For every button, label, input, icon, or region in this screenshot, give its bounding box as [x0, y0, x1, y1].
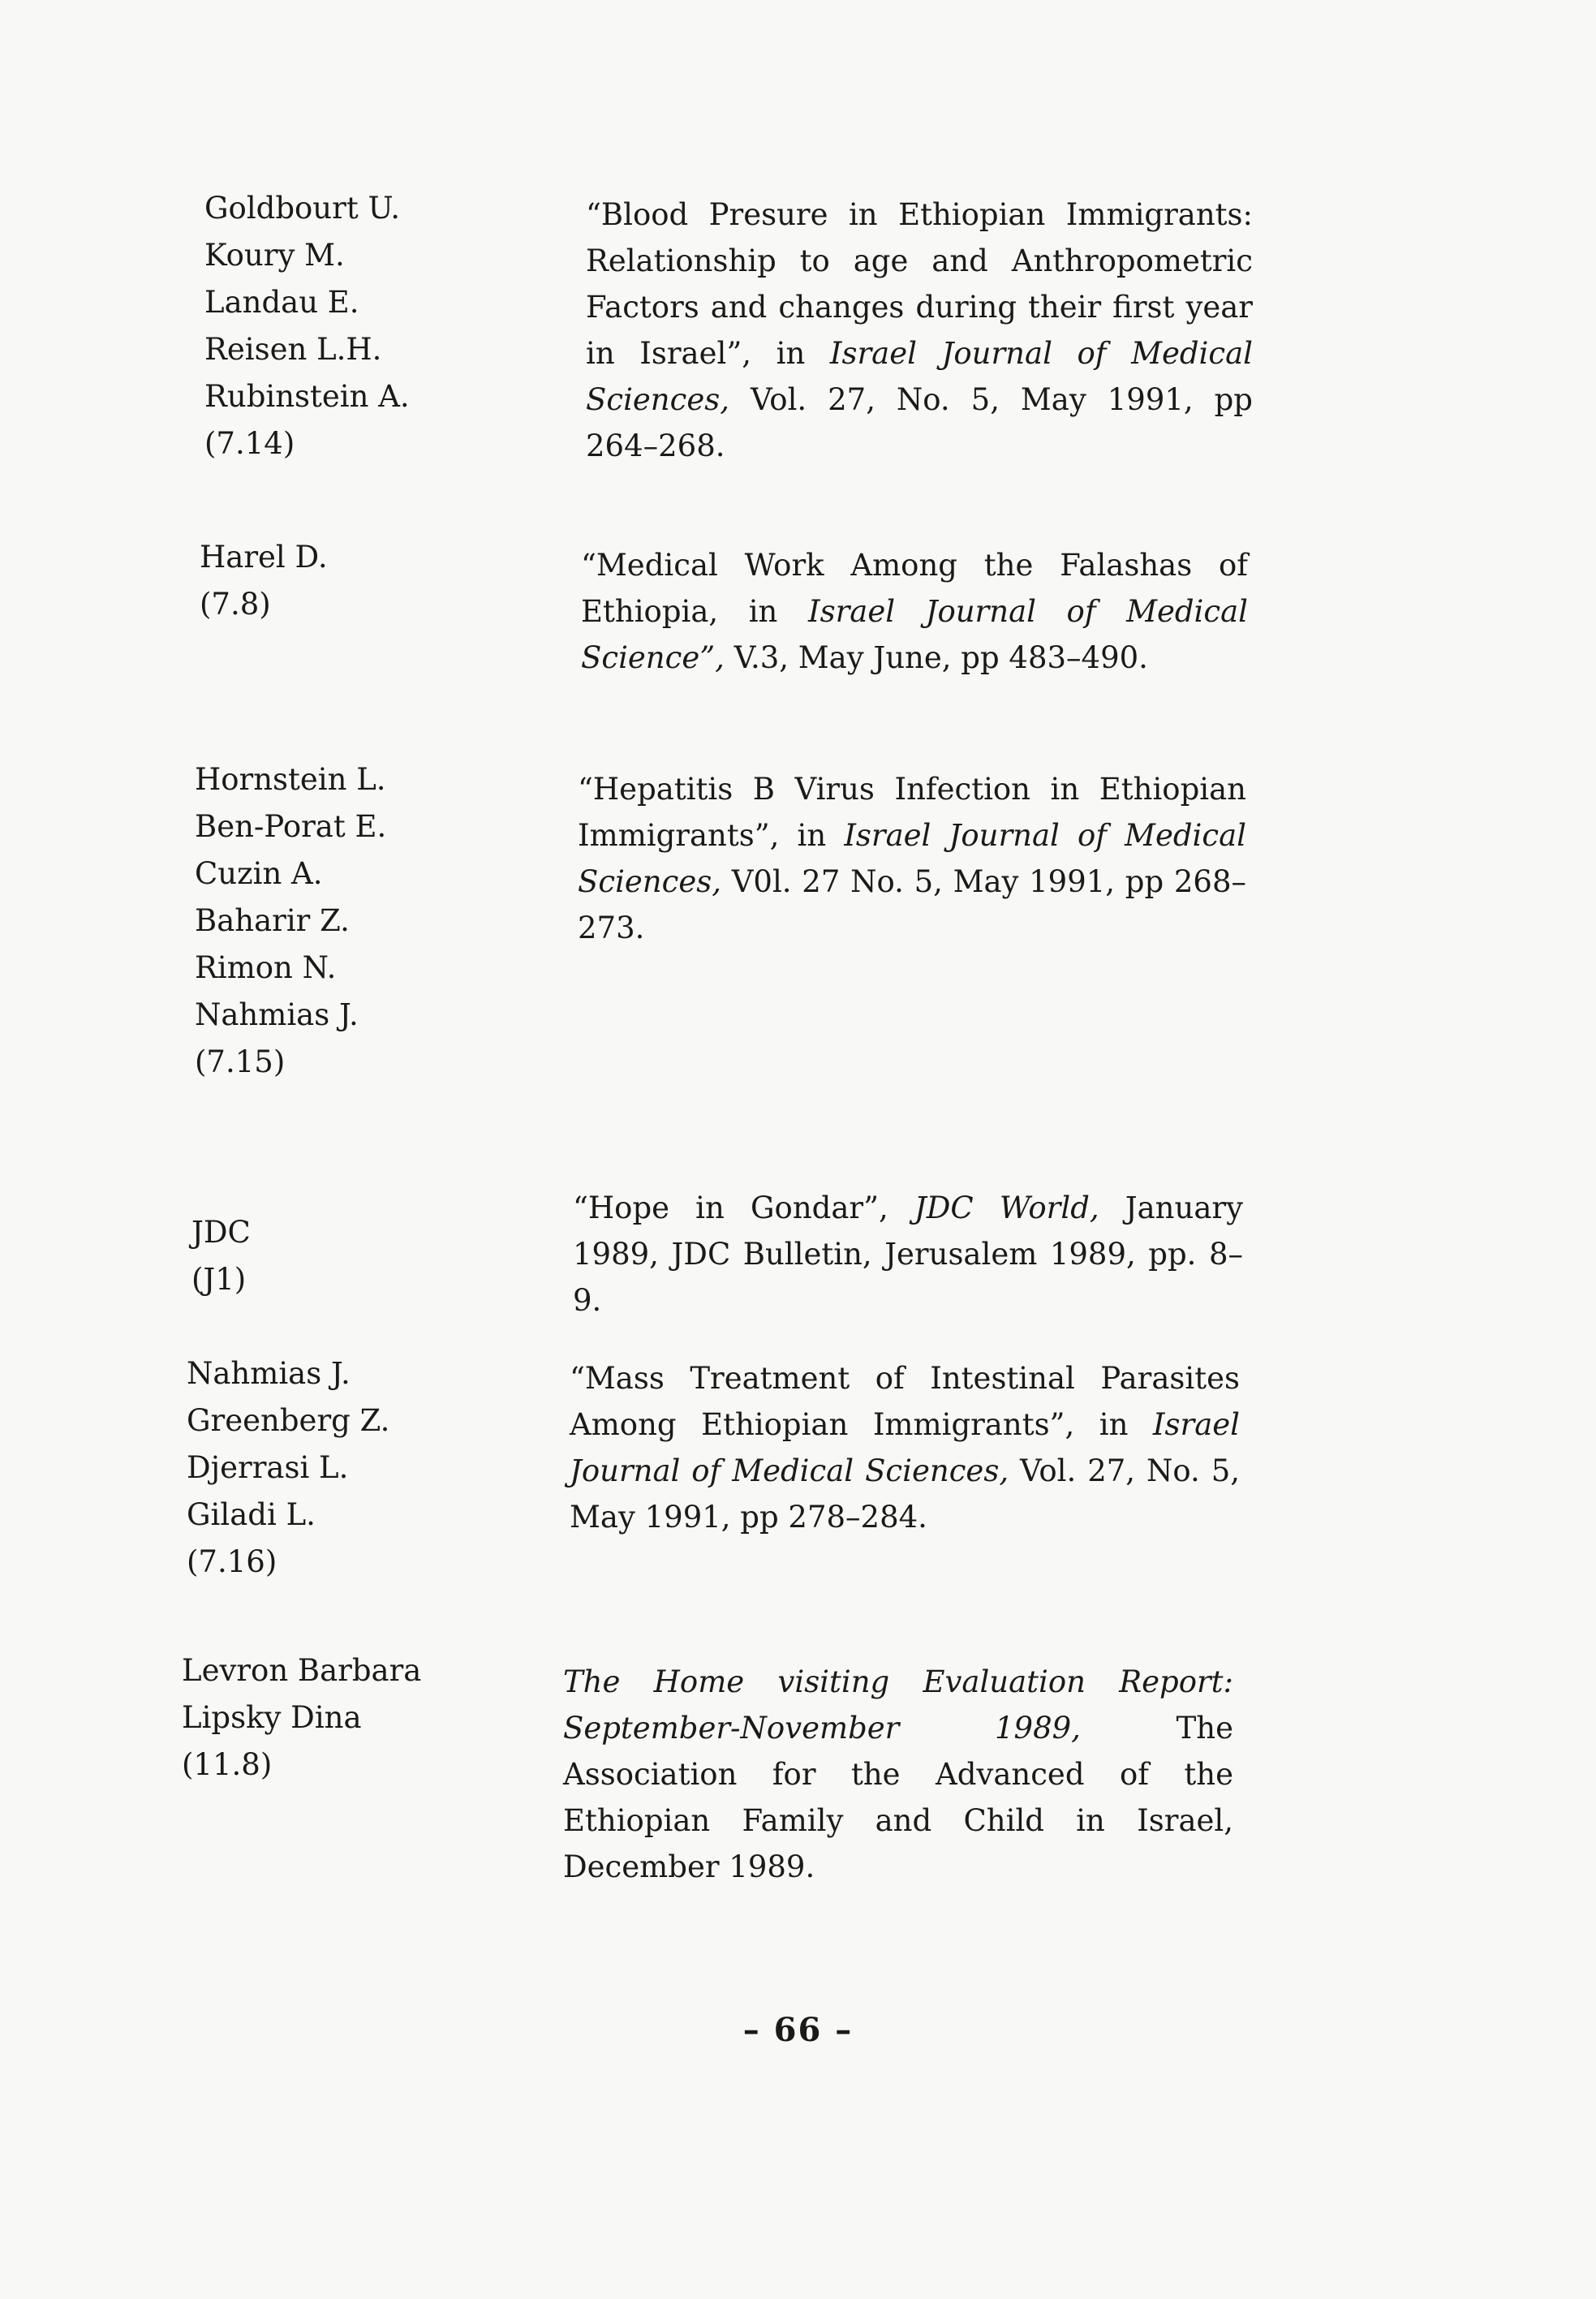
reference-authors [182, 1647, 523, 1789]
reference-authors [204, 185, 545, 467]
citation-details: January 1989, JDC Bulletin, Jerusalem 1989, pp. 8–9. [573, 1190, 1243, 1318]
author-name: Harel D. [200, 540, 328, 575]
reference-citation [586, 192, 1253, 469]
citation-details: Vol. 27, No. 5, May 1991, pp 278–284. [570, 1453, 1240, 1535]
author-name: Koury M. [204, 238, 345, 273]
reference-code: (7.15) [195, 1044, 286, 1079]
reference-citation [563, 1659, 1233, 1890]
reference-citation [581, 542, 1248, 681]
reference-authors [187, 1350, 527, 1586]
citation-details: The Association for the Advanced of the Ethiopian Family and Child in Israel, December 1989. [563, 1711, 1233, 1884]
author-name: Levron Barbara [182, 1653, 422, 1688]
reference-citation [570, 1355, 1240, 1540]
citation-journal: Israel Journal of Medical Sciences, [578, 818, 1246, 899]
reference-citation [578, 766, 1246, 951]
reference-authors [191, 1209, 532, 1303]
citation-journal: The Home visiting Evaluation Report: September-November 1989, [563, 1664, 1233, 1746]
reference-authors [200, 534, 540, 628]
author-name: Nahmias J. [195, 997, 359, 1032]
author-name: Hornstein L. [195, 762, 386, 797]
author-name: Lipsky Dina [182, 1700, 362, 1735]
author-name: Greenberg Z. [187, 1403, 390, 1438]
citation-text: “Medical Work Among the Falashas of Ethiopia, in [581, 548, 1248, 629]
citation-details: V0l. 27 No. 5, May 1991, pp 268–273. [578, 864, 1246, 945]
reference-code: (7.8) [200, 587, 271, 622]
author-name: Rimon N. [195, 950, 337, 985]
author-name: Baharir Z. [195, 903, 350, 938]
reference-code: (J1) [191, 1262, 247, 1297]
author-name: Reisen L.H. [204, 332, 382, 367]
author-name: Ben-Porat E. [195, 809, 387, 844]
author-name: Nahmias J. [187, 1356, 351, 1391]
citation-details: Vol. 27, No. 5, May 1991, pp 264–268. [586, 382, 1253, 463]
author-name: Rubinstein A. [204, 379, 410, 414]
reference-code: (7.16) [187, 1544, 277, 1579]
citation-text: “Blood Presure in Ethiopian Immigrants: Relationship to age and Anthropometric Factors and changes during their first year in Israel”, in [586, 197, 1253, 371]
citation-journal: Israel Journal of Medical Sciences, [586, 336, 1253, 417]
citation-details: V.3, May June, pp 483–490. [724, 640, 1148, 675]
author-name: Cuzin A. [195, 856, 323, 891]
page-number: – 66 – [742, 2011, 854, 2049]
reference-citation [573, 1185, 1243, 1324]
author-name: Giladi L. [187, 1497, 316, 1532]
citation-text: “Mass Treatment of Intestinal Parasites Among Ethiopian Immigrants”, in [570, 1361, 1240, 1442]
author-name: JDC [191, 1215, 251, 1250]
author-name: Djerrasi L. [187, 1450, 349, 1485]
citation-text: “Hepatitis B Virus Infection in Ethiopian Immigrants”, in [578, 772, 1246, 853]
author-name: Landau E. [204, 285, 359, 320]
citation-journal: Israel Journal of Medical Science”, [581, 594, 1248, 675]
citation-journal: Israel Journal of Medical Sciences, [570, 1407, 1240, 1488]
reference-authors [195, 756, 536, 1086]
author-name: Goldbourt U. [204, 191, 401, 226]
reference-code: (7.14) [204, 426, 295, 461]
reference-code: (11.8) [182, 1747, 273, 1782]
citation-journal: JDC World, [914, 1190, 1099, 1225]
citation-text: “Hope in Gondar”, [573, 1190, 914, 1225]
